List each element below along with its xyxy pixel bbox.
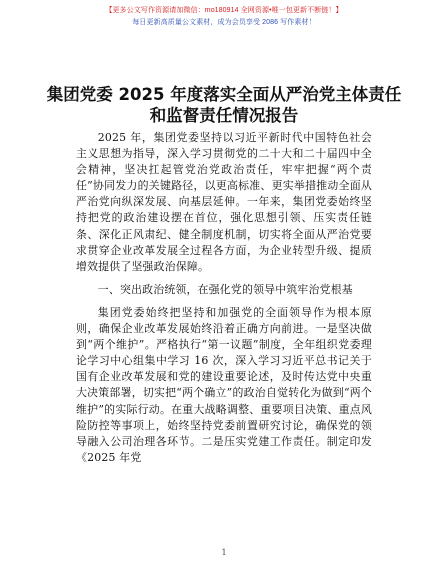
section-heading: 一、突出政治统领，在强化党的领导中筑牢治党根基 (97, 282, 353, 296)
document-body (76, 130, 372, 466)
intro-paragraph: 2025 年，集团党委坚持以习近平新时代中国特色社会主义思想为指导，深入学习贯彻党的二十大和二十届四中全会精神，坚决扛起管党治党政治责任，牢牢把握“两个责任”协同发力的关键路径，以更高标准、更实举措推动全面从严治党向纵深发展、向基层延伸。一年来，集团党委始终坚持把党的政治建设摆在首位，强化思想引领、压实责任链条、深化正风肃纪、健全制度机制，切实将全面从严治党要求贯穿企业改革发展全过程各方面，为企业转型升级、提质增效提供了坚强政治保障。 (76, 131, 372, 273)
section-paragraph: 集团党委始终把坚持和加强党的全面领导作为根本原则，确保企业改革发展始终沿着正确方向前进。一是坚决做到“两个维护”。严格执行“第一议题”制度，全年组织党委理论学习中心组集中学习 16 次，深入学习习近平总书记关于国有企业改革发展和党的建设重要论述，及时传达党中央重大决策部署，切实把“两个确立”的政治自觉转化为做到“两个维护”的实际行动。在重大战略调整、重要项目决策、重点风险防控等事项上，始终坚持党委前置研究讨论，确保党的领导融入公司治理各环节。二是压实党建工作责任。制定印发《2025 年党 (76, 305, 372, 464)
promo-line-membership: 每日更新高质量公文素材，成为会员享受 2086 写作素材！ (132, 19, 316, 26)
document-title: 集团党委 2025 年度落实全面从严治党主体责任和监督责任情况报告 (46, 85, 402, 125)
promo-banner (0, 0, 448, 48)
page-number: 1 (221, 548, 227, 557)
promo-line-contact: 【更多公文写作资源请加微信：mo180914 全网资源•唯一包更新不断链！】 (105, 7, 343, 14)
